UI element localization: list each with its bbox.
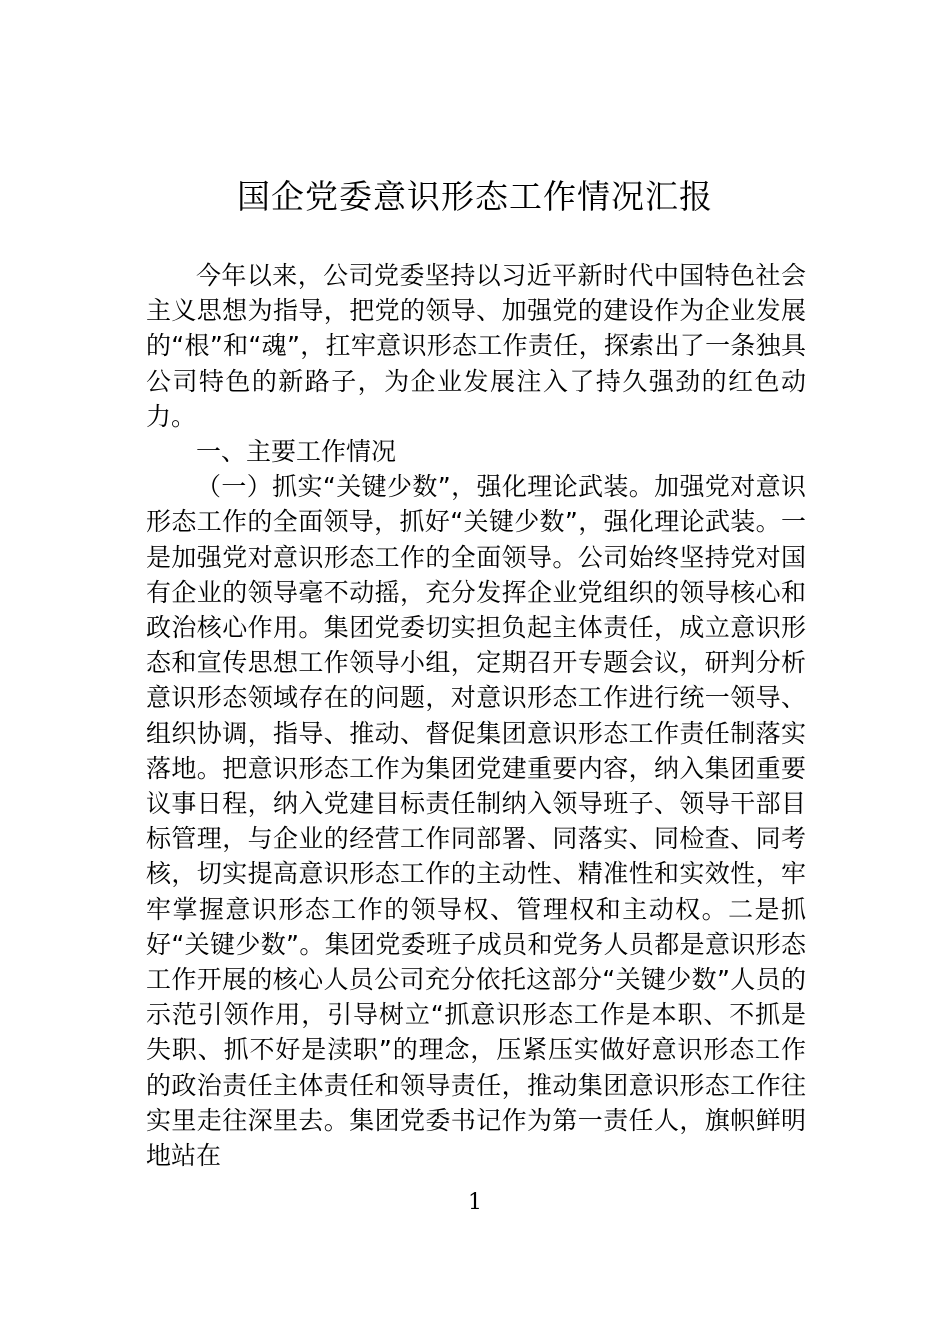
- page-number: 1: [468, 1190, 482, 1215]
- document-body: [146, 258, 806, 1173]
- body-paragraph: （一）抓实“关键少数”，强化理论武装。加强党对意识形态工作的全面领导，抓好“关键少数”，强化理论武装。一是加强党对意识形态工作的全面领导。公司始终坚持党对国有企业的领导毫不动摇，充分发挥企业党组织的领导核心和政治核心作用。集团党委切实担负起主体责任，成立意识形态和宣传思想工作领导小组，定期召开专题会议，研判分析意识形态领域存在的问题，对意识形态工作进行统一领导、组织协调，指导、推动、督促集团意识形态工作责任制落实落地。把意识形态工作为集团党建重要内容，纳入集团重要议事日程，纳入党建目标责任制纳入领导班子、领导干部目标管理，与企业的经营工作同部署、同落实、同检查、同考核，切实提高意识形态工作的主动性、精准性和实效性，牢牢掌握意识形态工作的领导权、管理权和主动权。二是抓好“关键少数”。集团党委班子成员和党务人员都是意识形态工作开展的核心人员公司充分依托这部分“关键少数”人员的示范引领作用，引导树立“抓意识形态工作是本职、不抓是失职、抓不好是渎职”的理念，压紧压实做好意识形态工作的政治责任主体责任和领导责任，推动集团意识形态工作往实里走往深里去。集团党委书记作为第一责任人，旗帜鲜明地站在: [146, 472, 806, 1171]
- section-heading: 一、主要工作情况: [196, 437, 397, 467]
- document-title: 国企党委意识形态工作情况汇报: [237, 177, 713, 216]
- intro-paragraph: 今年以来，公司党委坚持以习近平新时代中国特色社会主义思想为指导，把党的领导、加强党的建设作为企业发展的“根”和“魂”，扛牢意识形态工作责任，探索出了一条独具公司特色的新路子，为企业发展注入了持久强劲的红色动力。: [146, 261, 806, 431]
